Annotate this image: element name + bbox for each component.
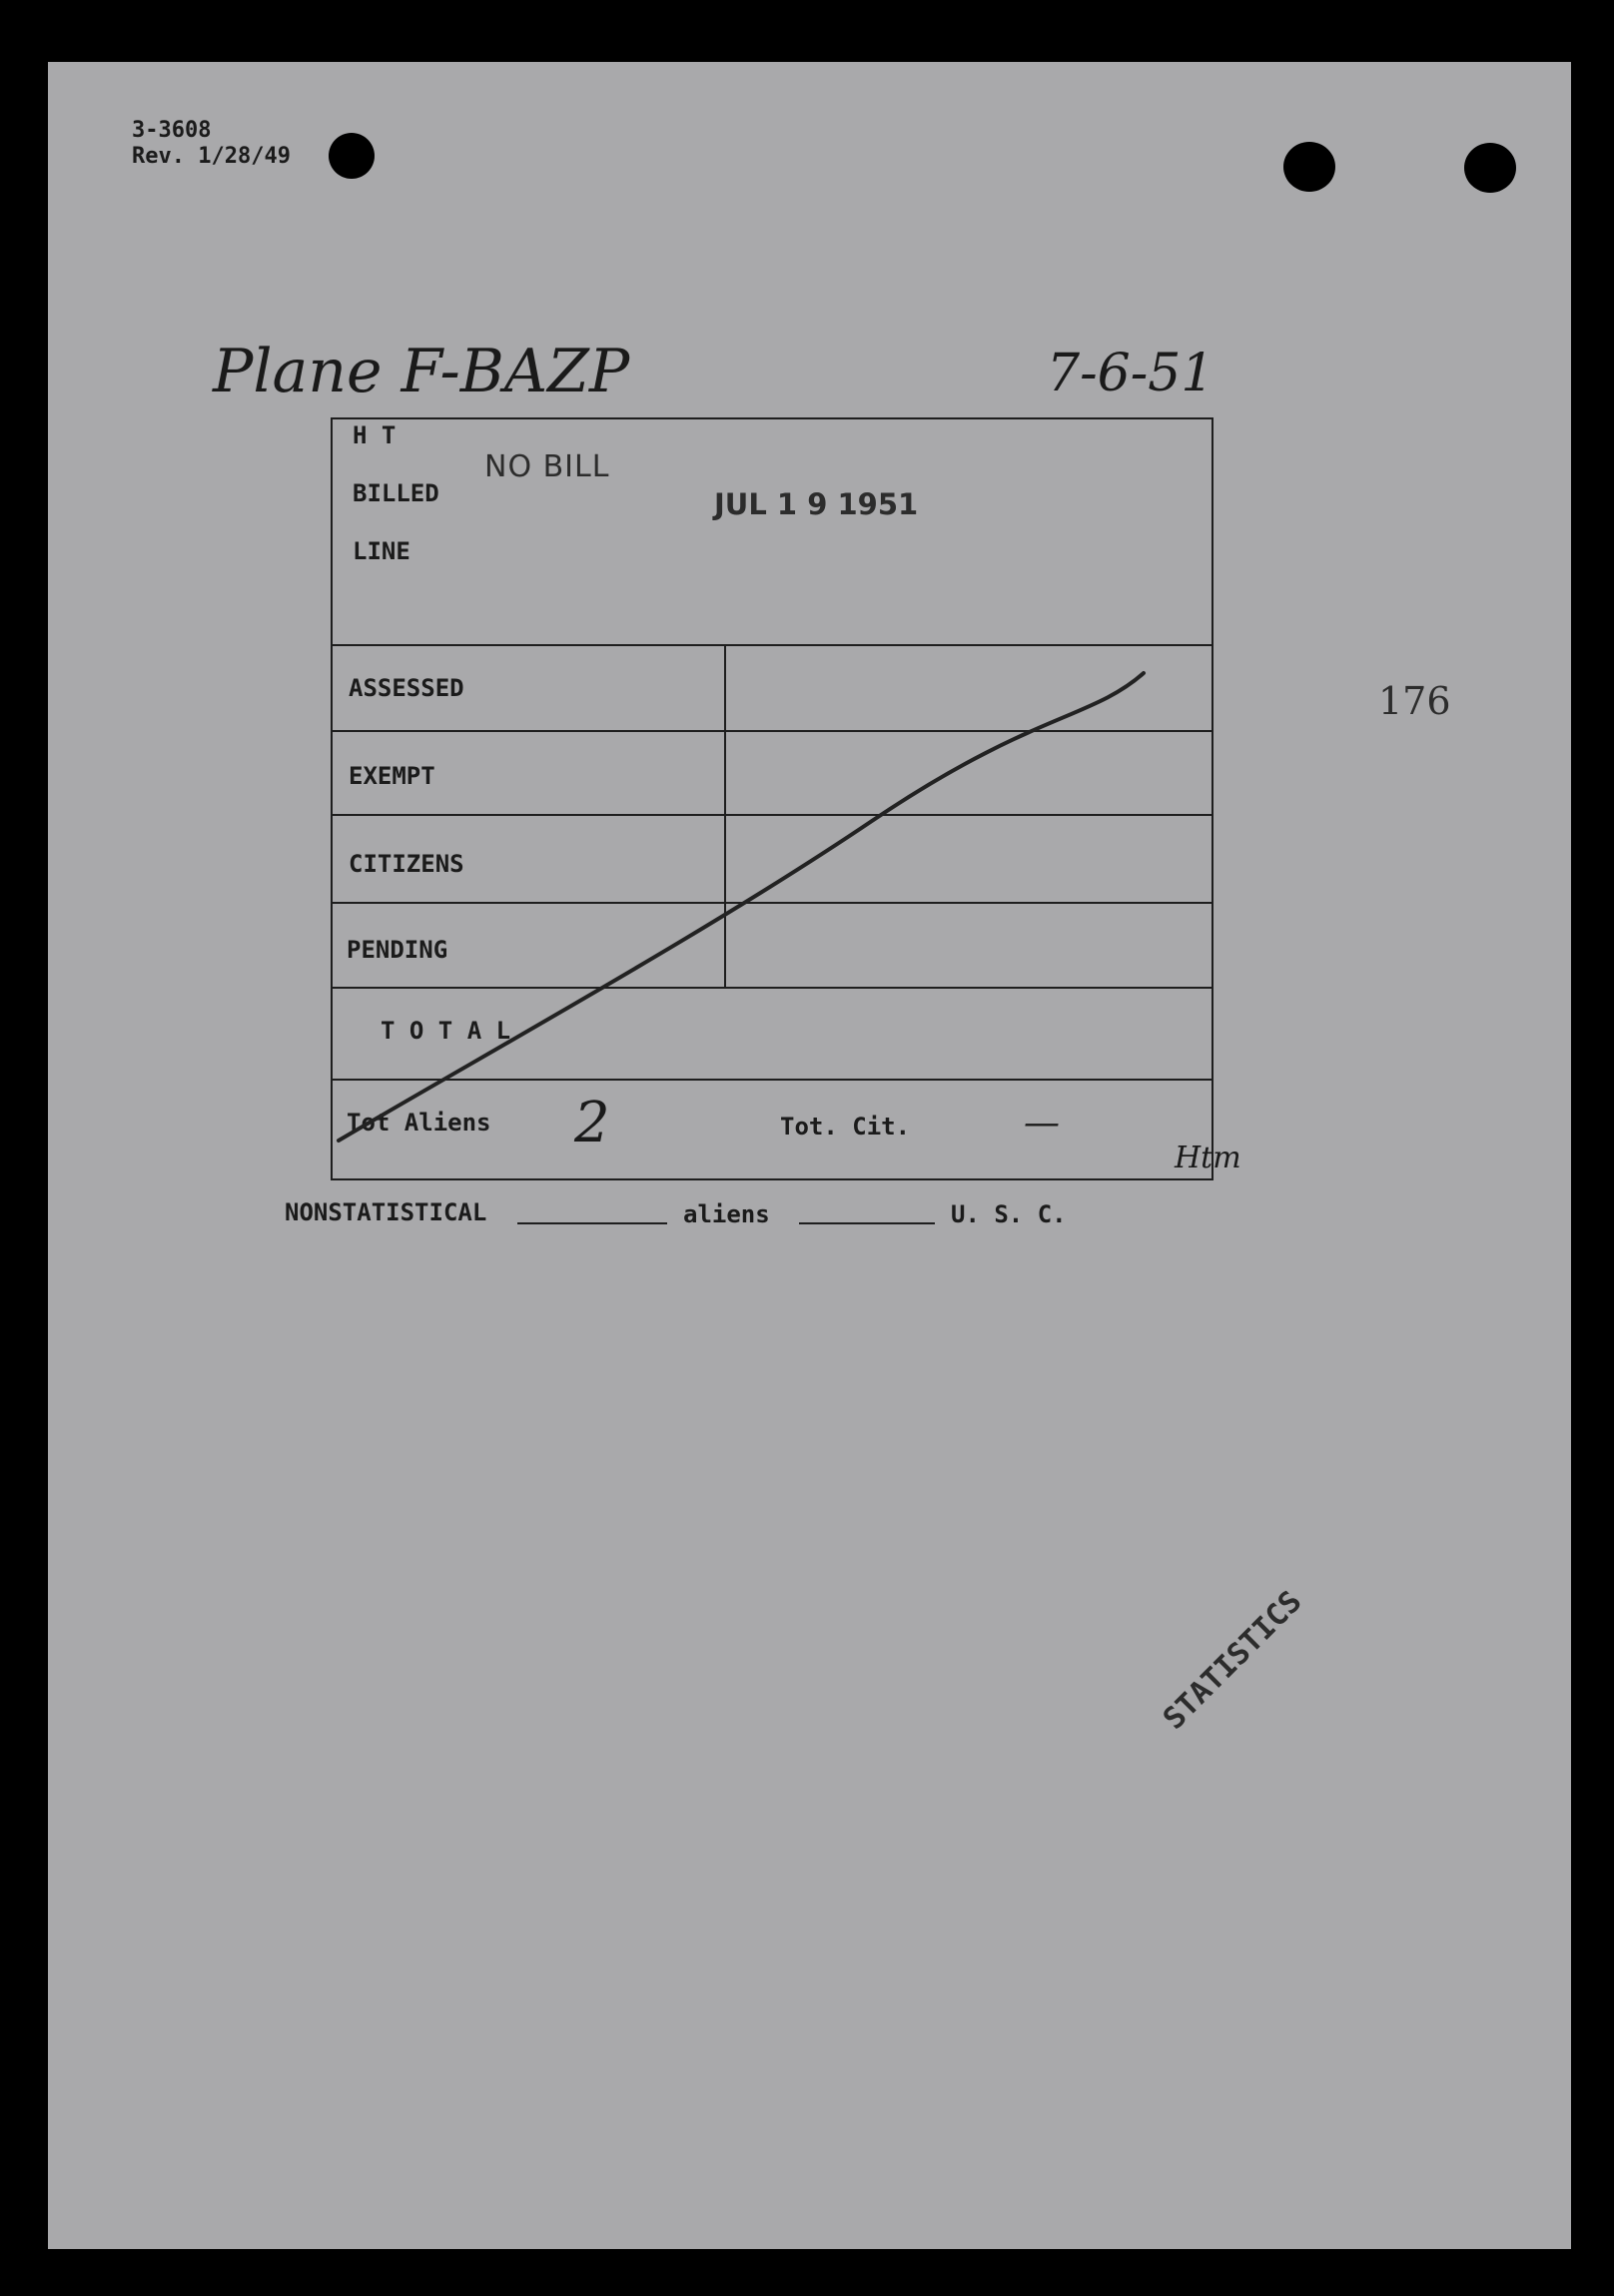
punch-hole-left (329, 133, 375, 179)
separator-assessed (333, 730, 1211, 732)
label-ht: H T (353, 421, 397, 449)
label-billed: BILLED (353, 479, 439, 507)
form-revision: Rev. 1/28/49 (132, 144, 291, 169)
no-bill-stamp: NO BILL (484, 449, 610, 484)
column-divider (724, 646, 726, 989)
tot-cit-value: — (1024, 1103, 1060, 1144)
punch-hole-right (1464, 143, 1516, 193)
label-total: T O T A L (381, 1017, 511, 1045)
label-nonstatistical: NONSTATISTICAL (285, 1198, 487, 1226)
sheet-number: 176 (1378, 679, 1451, 723)
blank-nonstatistical (517, 1222, 667, 1224)
label-usc: U. S. C. (951, 1200, 1067, 1228)
record-box (331, 417, 1213, 1180)
blank-aliens (799, 1222, 935, 1224)
initials-handwritten: Htm (1175, 1141, 1241, 1175)
separator-pending (333, 987, 1211, 989)
plane-handwritten: Plane F-BAZP (213, 337, 630, 406)
document-page (48, 62, 1571, 2249)
statistics-stamp: STATISTICS (1157, 1584, 1309, 1737)
label-aliens: aliens (683, 1200, 770, 1228)
date-handwritten: 7-6-51 (1047, 344, 1214, 403)
punch-hole-middle (1283, 142, 1335, 192)
separator-top-section (333, 644, 1211, 646)
separator-total (333, 1079, 1211, 1081)
label-assessed: ASSESSED (349, 674, 464, 702)
label-citizens: CITIZENS (349, 850, 464, 878)
tot-aliens-value: 2 (574, 1091, 610, 1155)
separator-exempt (333, 814, 1211, 816)
separator-citizens (333, 902, 1211, 904)
cancel-stroke (333, 419, 1211, 1178)
cancel-stroke-line (339, 673, 1144, 1141)
form-number: 3-3608 (132, 118, 212, 143)
label-tot-cit: Tot. Cit. (780, 1113, 911, 1141)
label-tot-aliens: Tot Aliens (347, 1109, 491, 1137)
received-date-stamp: JUL 1 9 1951 (714, 487, 919, 521)
label-pending: PENDING (347, 936, 448, 964)
label-exempt: EXEMPT (349, 762, 435, 790)
label-line: LINE (353, 537, 410, 565)
